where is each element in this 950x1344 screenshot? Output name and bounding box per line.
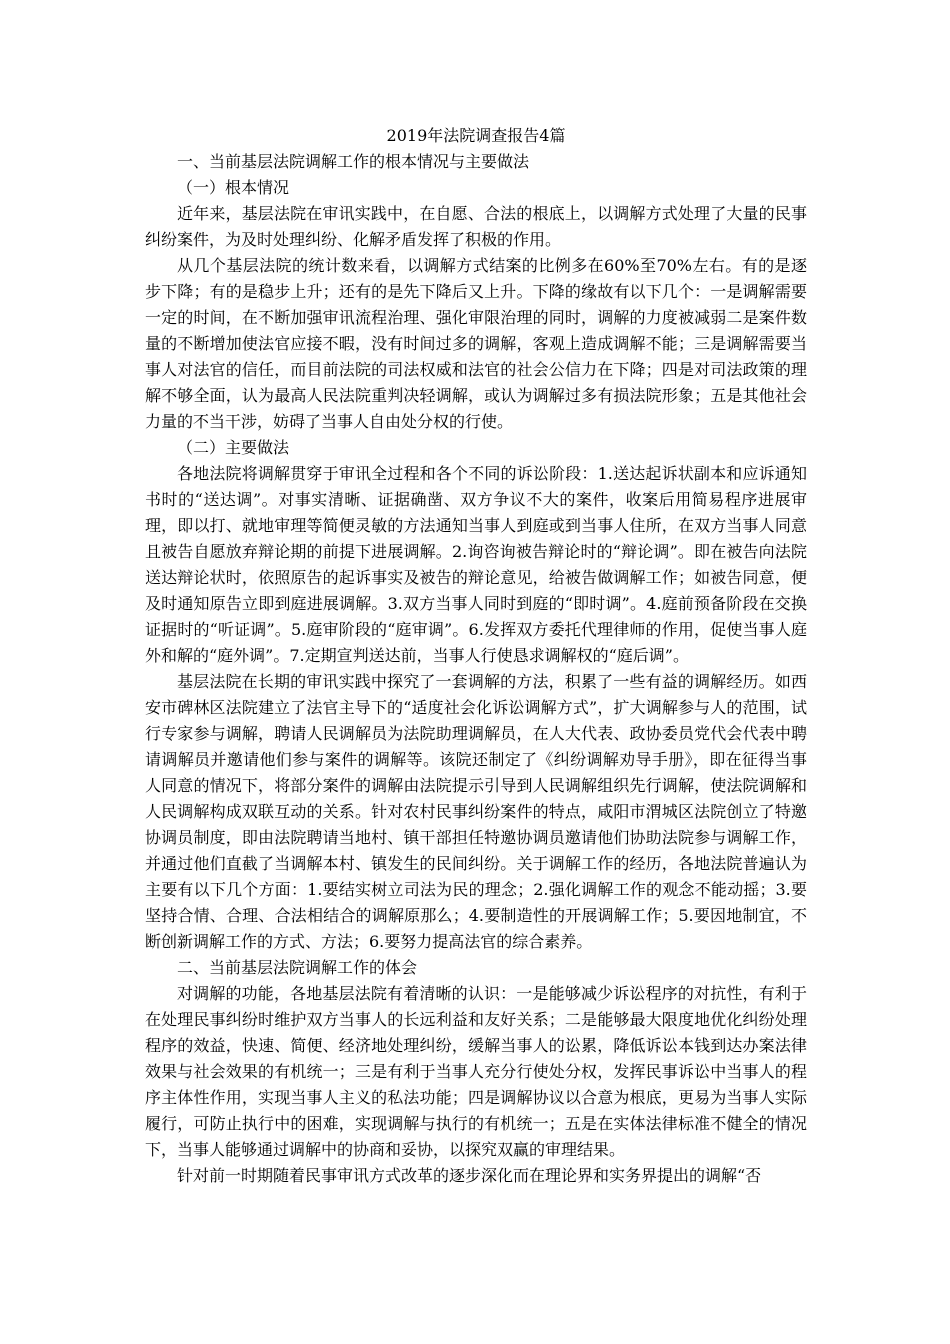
body-paragraph: 从几个基层法院的统计数来看，以调解方式结案的比例多在60%至70%左右。有的是逐步下降；有的是稳步上升；还有的是先下降后又上升。下降的缘故有以下几个：一是调解需要一定的时间，在不断加强审讯流程治理、强化审限治理的同时，调解的力度被减弱二是案件数量的不断增加使法官应接不暇，没有时间过多的调解，客观上造成调解不能；三是调解需要当事人对法官的信任，而目前法院的司法权威和法官的社会公信力在下降；四是对司法政策的理解不够全面，认为最高人民法院重判决轻调解，或认为调解过多有损法院形象；五是其他社会力量的不当干涉，妨碍了当事人自由处分权的行使。 (145, 256, 807, 431)
body-paragraph: 对调解的功能，各地基层法院有着清晰的认识：一是能够减少诉讼程序的对抗性，有利于在处理民事纠纷时维护双方当事人的长远利益和友好关系；二是能够最大限度地优化纠纷处理程序的效益，快速、简便、经济地处理纠纷，缓解当事人的讼累，降低诉讼本钱到达办案法律效果与社会效果的有机统一；三是有利于当事人充分行使处分权，发挥民事诉讼中当事人的程序主体性作用，实现当事人主义的私法功能；四是调解协议以合意为根底，更易为当事人实际履行，可防止执行中的困难，实现调解与执行的有机统一；五是在实体法律标准不健全的情况下，当事人能够通过调解中的协商和妥协，以探究双赢的审理结果。 (145, 984, 807, 1159)
section-heading: 二、当前基层法院调解工作的体会 (177, 958, 418, 977)
document-title: 2019年法院调查报告4篇 (386, 126, 566, 145)
section-heading: （二）主要做法 (177, 438, 290, 457)
body-paragraph: 基层法院在长期的审讯实践中探究了一套调解的方法，积累了一些有益的调解经历。如西安市碑林区法院建立了法官主导下的“适度社会化诉讼调解方式”，扩大调解参与人的范围，试行专家参与调解，聘请人民调解员为法院助理调解员，在人大代表、政协委员党代会代表中聘请调解员并邀请他们参与案件的调解等。该院还制定了《纠纷调解劝导手册》，即在征得当事人同意的情况下，将部分案件的调解由法院提示引导到人民调解组织先行调解，使法院调解和人民调解构成双联互动的关系。针对农村民事纠纷案件的特点，咸阳市渭城区法院创立了特邀协调员制度，即由法院聘请当地村、镇干部担任特邀协调员邀请他们协助法院参与调解工作，并通过他们直截了当调解本村、镇发生的民间纠纷。关于调解工作的经历，各地法院普遍认为主要有以下几个方面：1.要结实树立司法为民的理念；2.强化调解工作的观念不能动摇；3.要坚持合情、合理、合法相结合的调解原那么；4.要制造性的开展调解工作；5.要因地制宜，不断创新调解工作的方式、方法；6.要努力提高法官的综合素养。 (145, 672, 807, 951)
body-paragraph: 针对前一时期随着民事审讯方式改革的逐步深化而在理论界和实务界提出的调解“否 (177, 1166, 762, 1185)
body-paragraph: 各地法院将调解贯穿于审讯全过程和各个不同的诉讼阶段：1.送达起诉状副本和应诉通知书时的“送达调”。对事实清晰、证据确凿、双方争议不大的案件，收案后用简易程序进展审理，即以打、就地审理等简便灵敏的方法通知当事人到庭或到当事人住所，在双方当事人同意且被告自愿放弃辩论期的前提下进展调解。2.询咨询被告辩论时的“辩论调”。即在被告向法院送达辩论状时，依照原告的起诉事实及被告的辩论意见，给被告做调解工作；如被告同意，便及时通知原告立即到庭进展调解。3.双方当事人同时到庭的“即时调”。4.庭前预备阶段在交换证据时的“听证调”。5.庭审阶段的“庭审调”。6.发挥双方委托代理律师的作用，促使当事人庭外和解的“庭外调”。7.定期宣判送达前，当事人行使恳求调解权的“庭后调”。 (145, 464, 807, 665)
document-body (145, 149, 807, 1189)
section-heading: 一、当前基层法院调解工作的根本情况与主要做法 (177, 152, 530, 171)
document-page (145, 123, 807, 1189)
section-heading: （一）根本情况 (177, 178, 290, 197)
body-paragraph: 近年来，基层法院在审讯实践中，在自愿、合法的根底上，以调解方式处理了大量的民事纠纷案件，为及时处理纠纷、化解矛盾发挥了积极的作用。 (145, 204, 807, 249)
